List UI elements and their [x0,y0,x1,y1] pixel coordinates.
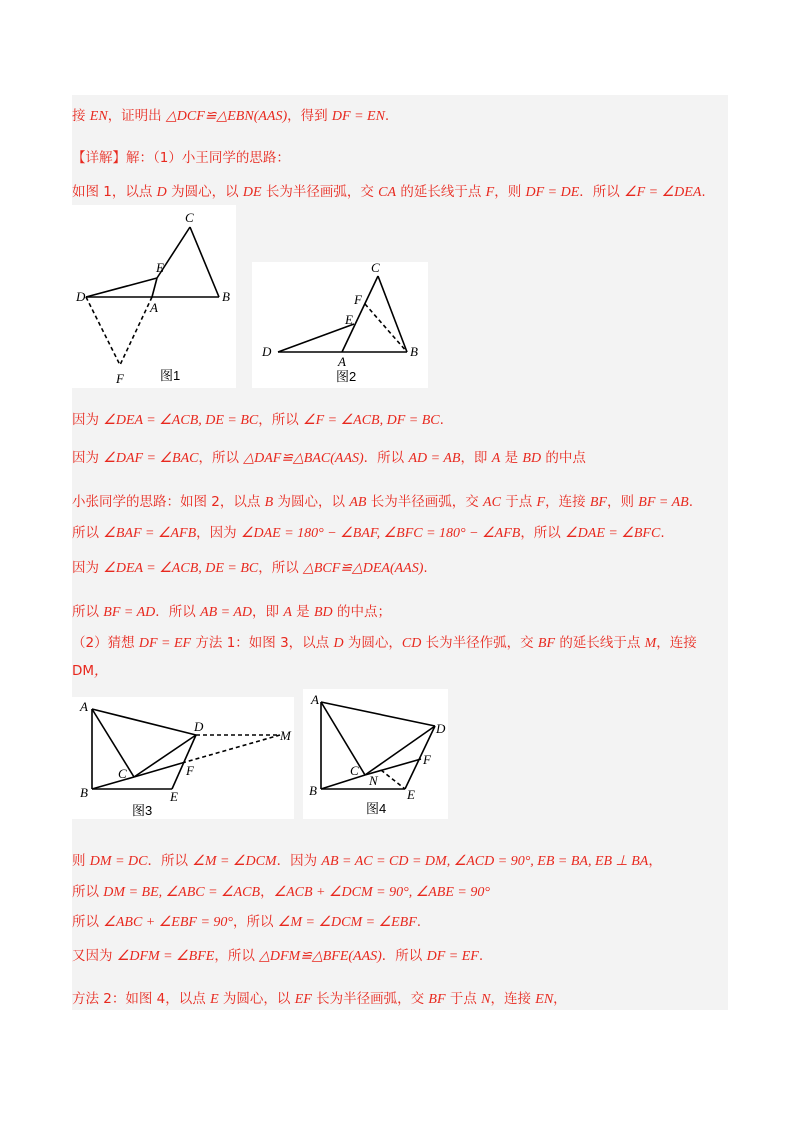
fig1-label-c: C [185,210,194,225]
fig3-label-m: M [280,728,291,743]
fig3-label-b: B [80,785,88,800]
math-expression: AB = AD [200,605,253,620]
prose-text: （2）猜想 [72,635,139,651]
math-expression: AD = AB [408,451,461,466]
prose-text: ，则 [606,494,639,510]
prose-text: 【详解】解：（1）小王同学的思路： [72,150,290,166]
text-line-12 [72,849,662,870]
math-expression: ， [94,664,109,679]
fig2-label-a: A [338,354,346,369]
fig3-label-c: C [118,766,127,781]
math-expression: ∠DAE = ∠BFC [565,526,661,541]
math-expression: DM = BE, ∠ABC = ∠ACB [103,885,261,900]
fig2-label-e: E [345,312,353,327]
math-expression: ∠ACB + ∠DCM = 90°, ∠ABE = 90° [273,885,490,900]
prose-text: ， [648,853,662,869]
text-line-3 [72,180,706,201]
prose-text: 因为 [72,412,104,428]
text-line-5 [72,446,586,467]
prose-text: 所以 [72,525,104,541]
prose-text: 为圆心，以 [218,991,295,1007]
figure-2 [252,262,428,388]
math-expression: M [644,636,657,651]
prose-text: 长为半径画弧，交 [261,184,379,200]
prose-text: 的延长线于点 [555,635,645,651]
math-expression: ∠M = ∠DCM = ∠EBF [277,915,417,930]
figure-3 [72,697,294,819]
math-expression: D [156,185,167,200]
text-line-6 [72,490,693,511]
text-line-16 [72,987,567,1008]
fig1-caption: 图1 [160,368,181,383]
math-expression: A [283,605,292,620]
prose-text: 长为半径画弧，交 [366,494,484,510]
fig4-label-f: F [423,752,431,767]
prose-text: 的延长线于点 [396,184,486,200]
math-expression: F [485,185,495,200]
prose-text: . [384,108,390,124]
math-expression: CA [378,185,397,200]
prose-text: . [688,494,693,510]
prose-text: 则 [72,853,90,869]
fig2-label-f: F [354,292,362,307]
prose-text: ，连接 [545,494,590,510]
prose-text: 的中点； [332,604,391,620]
prose-text: ，所以 [214,948,260,964]
fig3-label-a: A [80,699,88,714]
math-expression: △DCF≌△EBN(AAS) [165,109,288,124]
math-expression: BF [537,636,556,651]
math-expression: △DFM≌△BFE(AAS) [259,949,382,964]
fig2-caption: 图2 [336,369,357,384]
prose-text: ，连接 [490,991,536,1007]
fig4-label-b: B [309,783,317,798]
prose-text: 是 [500,450,523,466]
math-expression: ∠DAF = ∠BAC [103,451,199,466]
fig3-label-d: D [194,719,204,734]
fig2-label-d: D [262,344,272,359]
fig1-label-d: D [76,289,86,304]
math-expression: E [210,992,219,1007]
math-expression: F [536,495,546,510]
math-expression: BF [589,495,607,510]
prose-text: 方法 2：如图 4，以点 [72,991,211,1007]
prose-text: 所以 [72,884,104,900]
math-expression: BF = AB [638,495,689,510]
prose-text: 小张同学的思路：如图 2，以点 [72,494,265,510]
prose-text: ．所以 [147,853,193,869]
math-expression: ∠M = ∠DCM [192,854,277,869]
prose-text: 为圆心， [343,635,402,651]
math-expression: ∠F = ∠DEA [624,185,702,200]
math-expression: DF = EN [331,109,385,124]
fig2-label-c: C [371,262,380,275]
prose-text: DM [72,663,95,679]
prose-text: 长为半径画弧，交 [311,991,429,1007]
prose-text: ，证明出 [107,108,166,124]
prose-text: 方法 1：如图 3，以点 [191,635,334,651]
math-expression: ∠ABC + ∠EBF = 90° [103,915,233,930]
math-expression: DM = DC [89,854,148,869]
prose-text: 于点 [500,494,537,510]
math-expression: DF = EF [138,636,192,651]
prose-text: . [416,914,422,930]
fig3-label-e: E [170,789,178,804]
prose-text: ，因为 [196,525,241,541]
math-expression: BD [522,451,542,466]
prose-text: 为圆心，以 [166,184,243,200]
figure-1 [72,205,236,388]
prose-text: 如图 1，以点 [72,184,157,200]
prose-text: 的中点 [541,450,586,466]
fig4-label-a: A [311,692,319,707]
text-line-2 [72,146,290,166]
fig2-label-b: B [410,344,418,359]
prose-text: 因为 [72,450,104,466]
math-expression: AC [483,495,501,510]
prose-text: . [660,525,665,541]
text-line-15 [72,944,483,965]
prose-text: 为圆心，以 [273,494,350,510]
math-expression: ∠F = ∠ACB, DF = BC [303,413,440,428]
prose-text: 因为 [72,560,104,576]
prose-text: . [701,184,706,200]
math-expression: BF [428,992,446,1007]
prose-text: ，所以 [520,525,566,541]
prose-text: 所以 [72,604,104,620]
math-expression: △BCF≌△DEA(AAS) [303,561,424,576]
prose-text: ．所以 [155,604,201,620]
math-expression: ∠DEA = ∠ACB, DE = BC [103,561,259,576]
math-expression: DF = DE [525,185,580,200]
fig1-label-e: E [156,260,164,275]
text-line-11 [72,660,108,680]
prose-text: ， [260,884,274,900]
math-expression: ∠DAE = 180° − ∠BAF, ∠BFC = 180° − ∠AFB [240,526,521,541]
math-expression: D [333,636,344,651]
math-expression: △DAF≌△BAC(AAS) [243,451,364,466]
math-expression: AB = AC = CD = DM, ∠ACD = 90°, EB = BA, EB ⊥ BA [321,854,649,869]
prose-text: 于点 [445,991,482,1007]
prose-text: ，则 [494,184,526,200]
math-expression: DF = EF [426,949,479,964]
math-expression: ∠DEA = ∠ACB, DE = BC [103,413,259,428]
prose-text: 长为半径作弧，交 [421,635,538,651]
prose-text: ．因为 [276,853,322,869]
prose-text: ，连接 [656,635,697,651]
prose-text: 接 [72,108,90,124]
figure-4 [303,689,448,819]
math-expression: AB [349,495,367,510]
prose-text: 是 [291,604,314,620]
fig3-label-f: F [186,763,194,778]
fig4-label-n: N [369,773,378,788]
text-line-4 [72,408,444,429]
prose-text: ，所以 [258,412,304,428]
math-expression: CD [401,636,422,651]
prose-text: ，即 [460,450,492,466]
fig4-caption: 图4 [366,801,387,816]
prose-text: ，所以 [233,914,278,930]
fig4-label-c: C [350,763,359,778]
math-expression: DE [242,185,262,200]
math-expression: ∠BAF = ∠AFB [103,526,197,541]
math-expression: EN [535,992,554,1007]
fig1-label-b: B [222,289,230,304]
math-expression: EN [89,109,108,124]
text-line-13 [72,880,490,901]
fig4-label-d: D [436,721,446,736]
prose-text: ．所以 [363,450,409,466]
math-expression: ∠DFM = ∠BFE [116,949,215,964]
math-expression: N [481,992,491,1007]
prose-text: ，所以 [198,450,244,466]
prose-text: ．所以 [381,948,427,964]
prose-text: ．所以 [579,184,625,200]
prose-text: ，得到 [287,108,332,124]
text-line-9 [72,600,391,621]
math-expression: A [491,451,501,466]
prose-text: ，即 [252,604,284,620]
prose-text: 又因为 [72,948,117,964]
prose-text: 所以 [72,914,104,930]
prose-text: . [423,560,428,576]
math-expression: B [264,495,274,510]
prose-text: ， [553,991,567,1007]
fig4-label-e: E [407,787,415,802]
text-line-10 [72,631,697,652]
fig3-caption: 图3 [132,803,153,818]
math-expression: BF = AD [103,605,156,620]
prose-text: . [478,948,484,964]
math-expression: EF [294,992,312,1007]
text-line-1 [72,104,389,125]
text-line-8 [72,556,428,577]
fig1-label-a: A [150,300,158,315]
text-line-7 [72,521,665,542]
prose-text: ，所以 [258,560,304,576]
prose-text: . [439,412,444,428]
text-line-14 [72,910,421,931]
math-expression: BD [313,605,333,620]
fig1-label-f: F [116,371,124,386]
